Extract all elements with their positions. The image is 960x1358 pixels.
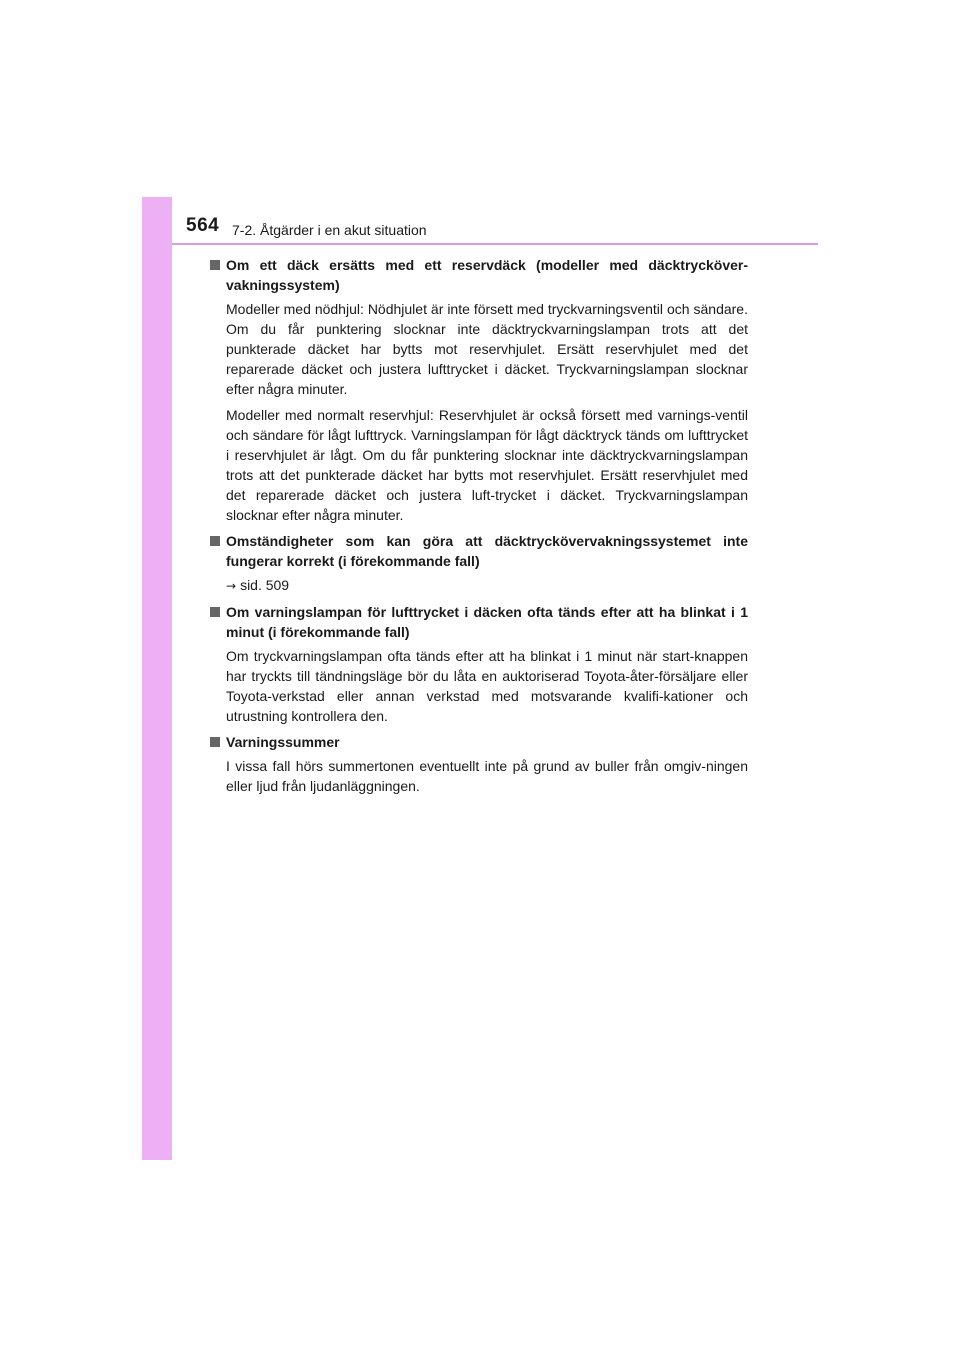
page-reference [210,575,748,596]
entry-warning-buzzer [210,732,748,796]
square-bullet-icon [210,260,220,270]
entry-heading-text: Omständigheter som kan göra att däcktryckövervakningssystemet inte fungerar korrekt (i förekommande fall) [226,533,748,569]
header-divider [172,243,818,245]
square-bullet-icon [210,607,220,617]
entry-paragraph: I vissa fall hörs summertonen eventuellt inte på grund av buller från omgiv-ningen eller ljud från ljudanläggningen. [226,758,748,794]
square-bullet-icon [210,737,220,747]
page-content [210,255,748,802]
page-reference-link[interactable]: sid. 509 [240,577,290,593]
entry-heading-text: Om ett däck ersätts med ett reservdäck (modeller med däcktrycköver-vakningssystem) [226,257,748,293]
entry-heading-text: Om varningslampan för lufttrycket i däcken ofta tänds efter att ha blinkat i 1 minut (i förekommande fall) [226,604,748,640]
chapter-side-tab [142,197,172,1160]
entry-warning-light [210,602,748,726]
entry-paragraph: Om tryckvarningslampan ofta tänds efter att ha blinkat i 1 minut när start-knappen har tryckts till tändningsläge bör du låta en auktoriserad Toyota-åter-försäljare eller Toyota-verkstad eller annan verkstad med motsvarande kvalifi-kationer och utrustning kontrollera den. [226,648,748,724]
page-number: 564 [186,215,220,236]
entry-malfunction-conditions [210,531,748,596]
entry-heading [210,255,748,295]
section-title: 7-2. Åtgärder i en akut situation [232,222,427,238]
entry-spare-tire [210,255,748,525]
entry-heading [210,602,748,642]
entry-paragraph: Modeller med normalt reservhjul: Reservhjulet är också försett med varnings-ventil och sändare för lågt lufttryck. Varningslampan för lågt däcktryck tänds om lufttrycket i reservhjulet är lågt. Om du får punktering slocknar inte däcktryckvarningslampan trots att det punkterade däcket har bytts mot reservhjulet. Ersätt reservhjulet med det reparerade däcket och justera luft-trycket i däcket. Tryckvarningslampan slocknar efter några minuter. [226,407,748,523]
entry-heading [210,732,748,752]
square-bullet-icon [210,536,220,546]
entry-heading [210,531,748,571]
entry-paragraph: Modeller med nödhjul: Nödhjulet är inte försett med tryckvarningsventil och sändare. Om du får punktering slocknar inte däcktryckvarningslampan trots att det punkterade däcket har bytts mot reservhjulet. Ersätt reservhjulet med det reparerade däcket och justera lufttrycket i däcket. Tryckvarningslampan slocknar efter några minuter. [226,301,748,397]
right-arrow-icon: → [226,579,237,593]
entry-heading-text: Varningssummer [226,734,340,750]
